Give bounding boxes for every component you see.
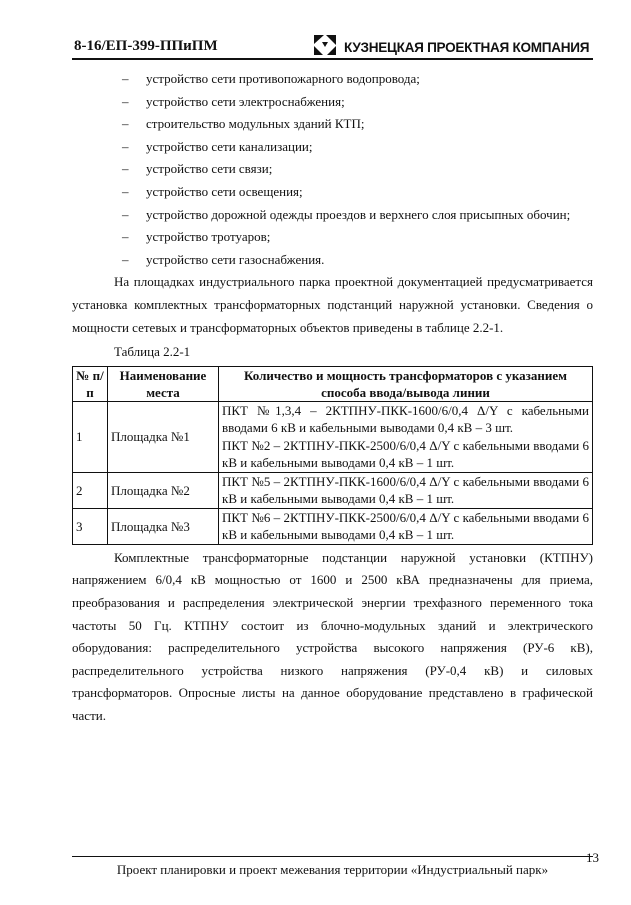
page-header: [0, 0, 631, 62]
list-item-text: строительство модульных зданий КТП;: [146, 116, 365, 132]
bullet-dash: –: [122, 116, 129, 132]
table-row: [73, 508, 593, 544]
footer-divider: [72, 856, 593, 857]
list-item: [72, 136, 593, 159]
header-divider: [72, 58, 593, 60]
list-item-text: устройство сети противопожарного водопровода;: [146, 71, 420, 86]
bullet-dash: –: [122, 251, 129, 267]
page-content: [72, 68, 593, 727]
cell-num: 1: [73, 401, 108, 472]
list-item: [72, 181, 593, 204]
bullet-dash: –: [122, 71, 129, 86]
header-transformers: Количество и мощность трансформаторов с указанием способа ввода/вывода линии: [219, 366, 593, 401]
cell-transformers: [219, 401, 593, 472]
list-item-text: устройство сети освещения;: [146, 183, 303, 199]
bullet-dash: –: [122, 93, 129, 109]
list-item: [72, 68, 593, 91]
page-number: 13: [586, 850, 599, 865]
table-header-row: [73, 366, 593, 401]
list-item: [72, 113, 593, 136]
list-item: [72, 204, 593, 227]
cell-num: 2: [73, 472, 108, 508]
list-item: [72, 91, 593, 114]
list-item-text: устройство дорожной одежды проездов и верхнего слоя присыпных обочин;: [146, 206, 571, 222]
cell-transformers: [219, 472, 593, 508]
list-item-text: устройство сети связи;: [146, 161, 273, 177]
header-place: Наименование места: [108, 366, 219, 401]
transformers-table: [72, 366, 593, 545]
company-logo-icon: [313, 34, 337, 56]
table-caption: Таблица 2.2-1: [114, 344, 191, 360]
transformer-line: ПКТ №6 – 2КТПНУ-ПКК-2500/6/0,4 Δ/Y с кабельными вводами 6 кВ и кабельными выводами 0,4 кВ – 1 шт.: [222, 509, 589, 542]
bullet-dash: –: [122, 161, 129, 177]
cell-place: Площадка №1: [108, 401, 219, 472]
paragraph-ktpnu: Комплектные трансформаторные подстанции наружной установки (КТПНУ) напряжением 6/0,4 кВ мощностью от 1600 и 2500 кВА предназначены для приема, преобразования и распределения электрической энергии трехфазного переменного тока частоты 50 Гц. КТПНУ состоит из блочно-модульных зданий и электрического оборудования: распределительного устройства высокого напряжения (РУ-6 кВ), распределительного устройства низкого напряжения (РУ-0,4 кВ) и силовых трансформаторов. Опросные листы на данное оборудование представлено в графической части.: [72, 549, 593, 723]
transformer-line: ПКТ №5 – 2КТПНУ-ПКК-1600/6/0,4 Δ/Y с кабельными вводами 6 кВ и кабельными выводами 0,4 кВ – 1 шт.: [222, 473, 589, 506]
footer-title: Проект планировки и проект межевания территории «Индустриальный парк»: [116, 862, 549, 877]
list-item: [72, 249, 593, 272]
works-list: [72, 68, 593, 271]
bullet-dash: –: [122, 229, 129, 245]
document-code: 8-16/ЕП-399-ППиПМ: [74, 38, 218, 54]
company-name: КУЗНЕЦКАЯ ПРОЕКТНАЯ КОМПАНИЯ: [344, 39, 590, 55]
cell-transformers: [219, 508, 593, 544]
cell-place: Площадка №2: [108, 472, 219, 508]
table-row: [73, 472, 593, 508]
bullet-dash: –: [122, 206, 129, 222]
cell-place: Площадка №3: [108, 508, 219, 544]
list-item: [72, 158, 593, 181]
list-item-text: устройство тротуаров;: [146, 229, 271, 245]
table-row: [73, 401, 593, 472]
transformer-line: ПКТ №2 – 2КТПНУ-ПКК-2500/6/0,4 Δ/Y с кабельными вводами 6 кВ и кабельными выводами 0,4 кВ – 1 шт.: [222, 437, 589, 470]
list-item-text: устройство сети электроснабжения;: [146, 93, 345, 109]
list-item-text: устройство сети канализации;: [146, 138, 313, 154]
bullet-dash: –: [122, 183, 129, 199]
cell-num: 3: [73, 508, 108, 544]
paragraph-intro: На площадках индустриального парка проектной документацией предусматривается установка комплектных трансформаторных подстанций наружной установки. Сведения о мощности сетевых и трансформаторных объектов приведены в таблице 2.2-1.: [72, 274, 593, 335]
list-item-text: устройство сети газоснабжения.: [146, 251, 325, 267]
bullet-dash: –: [122, 138, 129, 154]
transformer-line: ПКТ №1,3,4 – 2КТПНУ-ПКК-1600/6/0,4 Δ/Y с кабельными вводами 6 кВ и кабельными выводами 0,4 кВ – 3 шт.: [222, 402, 589, 435]
list-item: [72, 226, 593, 249]
header-num: № п/п: [73, 366, 108, 401]
